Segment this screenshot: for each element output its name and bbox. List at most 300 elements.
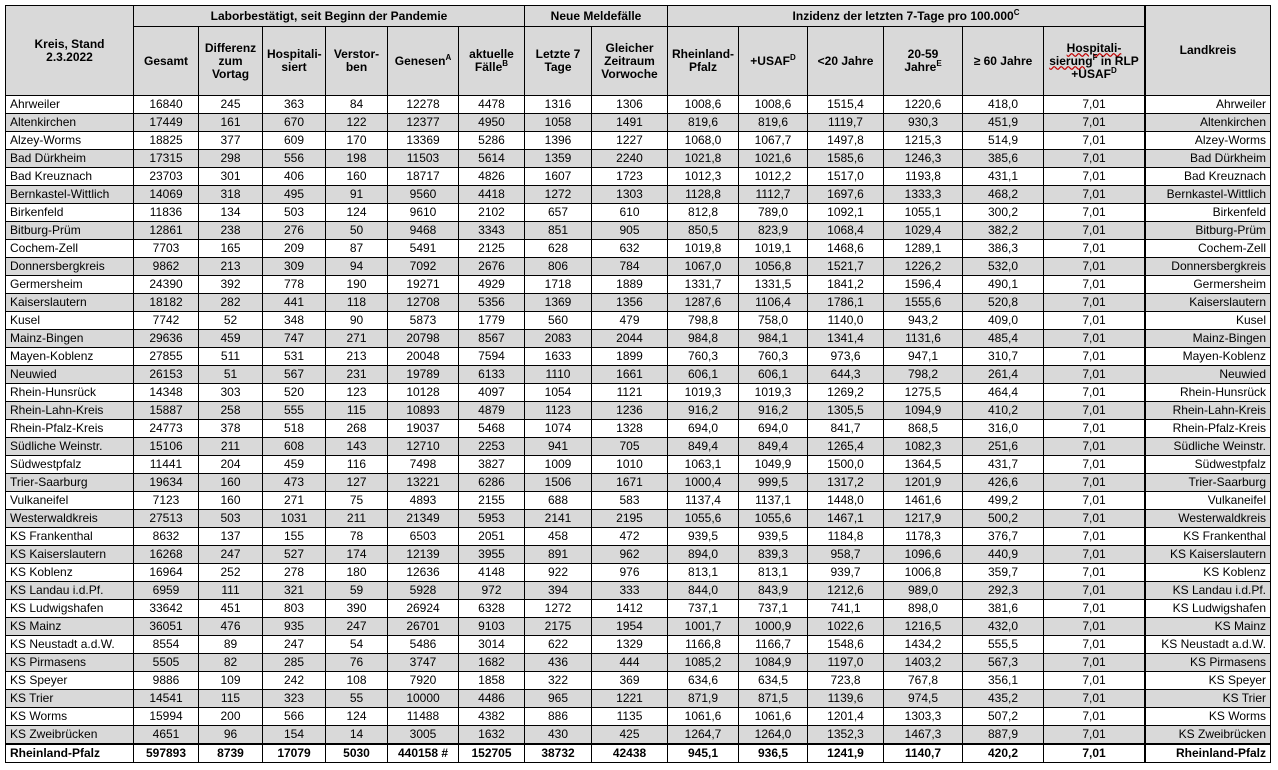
cell-hospitalisiert: 242 bbox=[263, 672, 326, 690]
table-row bbox=[6, 186, 1271, 204]
cell-ueber-60: 567,3 bbox=[963, 654, 1044, 672]
table-row bbox=[6, 258, 1271, 276]
cell-20-59: 1275,5 bbox=[884, 384, 963, 402]
cell-aktuelle-faelle: 1632 bbox=[459, 726, 525, 745]
cell-gesamt: 11441 bbox=[134, 456, 199, 474]
cell-differenz: 318 bbox=[199, 186, 263, 204]
cell-verstorben: 190 bbox=[326, 276, 388, 294]
cell-letzte-7-tage: 1009 bbox=[525, 456, 592, 474]
cell-landkreis: Birkenfeld bbox=[1146, 204, 1271, 222]
cell-unter-20: 1305,5 bbox=[808, 402, 884, 420]
cell-kreis: Cochem-Zell bbox=[6, 240, 134, 258]
cell-unter-20: 1184,8 bbox=[808, 528, 884, 546]
cell-20-59: 1596,4 bbox=[884, 276, 963, 294]
cell-differenz: 211 bbox=[199, 438, 263, 456]
cell-aktuelle-faelle: 4950 bbox=[459, 114, 525, 132]
cell-letzte-7-tage: 688 bbox=[525, 492, 592, 510]
table-row bbox=[6, 654, 1271, 672]
cell-kreis: KS Zweibrücken bbox=[6, 726, 134, 745]
cell-usaf: 1331,5 bbox=[739, 276, 808, 294]
cell-gleicher-zeitraum: 962 bbox=[592, 546, 668, 564]
header-group-neue-meldefaelle: Neue Meldefälle bbox=[525, 6, 668, 27]
cell-differenz: 451 bbox=[199, 600, 263, 618]
cell-gleicher-zeitraum: 1010 bbox=[592, 456, 668, 474]
cell-ueber-60: 500,2 bbox=[963, 510, 1044, 528]
cell-landkreis: KS Speyer bbox=[1146, 672, 1271, 690]
cell-hospitalisierung: 7,01 bbox=[1044, 708, 1145, 726]
cell-gesamt: 26153 bbox=[134, 366, 199, 384]
cell-aktuelle-faelle: 3014 bbox=[459, 636, 525, 654]
cell-landkreis: KS Landau i.d.Pf. bbox=[1146, 582, 1271, 600]
cell-differenz: 459 bbox=[199, 330, 263, 348]
header-unter-20: <20 Jahre bbox=[808, 27, 884, 96]
cell-genesen: 19037 bbox=[388, 420, 459, 438]
cell-letzte-7-tage: 1054 bbox=[525, 384, 592, 402]
cell-gesamt: 27513 bbox=[134, 510, 199, 528]
cell-20-59: 1467,3 bbox=[884, 726, 963, 745]
cell-usaf: 1067,7 bbox=[739, 132, 808, 150]
cell-gesamt: 14069 bbox=[134, 186, 199, 204]
cell-20-59: 1178,3 bbox=[884, 528, 963, 546]
cell-letzte-7-tage: 1074 bbox=[525, 420, 592, 438]
cell-landkreis: KS Kaiserslautern bbox=[1146, 546, 1271, 564]
cell-hospitalisiert: 803 bbox=[263, 600, 326, 618]
cell-gleicher-zeitraum: 1356 bbox=[592, 294, 668, 312]
cell-gesamt: 4651 bbox=[134, 726, 199, 745]
cell-verstorben: 124 bbox=[326, 708, 388, 726]
cell-unter-20: 1497,8 bbox=[808, 132, 884, 150]
cell-rlp: 1012,3 bbox=[668, 168, 739, 186]
cell-20-59: 1140,7 bbox=[884, 744, 963, 763]
cell-usaf: 936,5 bbox=[739, 744, 808, 763]
cell-hospitalisierung: 7,01 bbox=[1044, 402, 1145, 420]
cell-landkreis: Rhein-Lahn-Kreis bbox=[1146, 402, 1271, 420]
header-letzte-7-tage: Letzte 7 Tage bbox=[525, 27, 592, 96]
cell-unter-20: 1786,1 bbox=[808, 294, 884, 312]
cell-ueber-60: 420,2 bbox=[963, 744, 1044, 763]
cell-usaf: 813,1 bbox=[739, 564, 808, 582]
cell-verstorben: 90 bbox=[326, 312, 388, 330]
cell-verstorben: 211 bbox=[326, 510, 388, 528]
cell-unter-20: 1521,7 bbox=[808, 258, 884, 276]
cell-genesen: 5873 bbox=[388, 312, 459, 330]
table-row bbox=[6, 636, 1271, 654]
cell-landkreis: Cochem-Zell bbox=[1146, 240, 1271, 258]
cell-usaf: 871,5 bbox=[739, 690, 808, 708]
cell-kreis: KS Kaiserslautern bbox=[6, 546, 134, 564]
cell-differenz: 511 bbox=[199, 348, 263, 366]
header-genesen: Genesen$^A$ bbox=[388, 27, 459, 96]
table-row bbox=[6, 114, 1271, 132]
cell-unter-20: 973,6 bbox=[808, 348, 884, 366]
cell-unter-20: 1500,0 bbox=[808, 456, 884, 474]
header-hospitalisierung: Hospitali-sierung$^F$ in RLP $+USAF^D$ bbox=[1044, 27, 1145, 96]
cell-kreis: Bad Kreuznach bbox=[6, 168, 134, 186]
table-row bbox=[6, 726, 1271, 745]
table-body bbox=[6, 96, 1271, 763]
cell-gleicher-zeitraum: 976 bbox=[592, 564, 668, 582]
cell-hospitalisiert: 271 bbox=[263, 492, 326, 510]
cell-verstorben: 271 bbox=[326, 330, 388, 348]
cell-aktuelle-faelle: 5356 bbox=[459, 294, 525, 312]
table-row bbox=[6, 618, 1271, 636]
cell-rlp: 844,0 bbox=[668, 582, 739, 600]
table-row bbox=[6, 312, 1271, 330]
cell-differenz: 252 bbox=[199, 564, 263, 582]
cell-hospitalisiert: 935 bbox=[263, 618, 326, 636]
cell-landkreis: Rhein-Hunsrück bbox=[1146, 384, 1271, 402]
cell-20-59: 947,1 bbox=[884, 348, 963, 366]
cell-differenz: 8739 bbox=[199, 744, 263, 763]
cell-differenz: 503 bbox=[199, 510, 263, 528]
cell-letzte-7-tage: 436 bbox=[525, 654, 592, 672]
cell-ueber-60: 432,0 bbox=[963, 618, 1044, 636]
cell-verstorben: 116 bbox=[326, 456, 388, 474]
cell-usaf: 939,5 bbox=[739, 528, 808, 546]
table-row bbox=[6, 276, 1271, 294]
table-row bbox=[6, 294, 1271, 312]
cell-gleicher-zeitraum: 632 bbox=[592, 240, 668, 258]
cell-aktuelle-faelle: 2676 bbox=[459, 258, 525, 276]
cell-genesen: 13221 bbox=[388, 474, 459, 492]
cell-letzte-7-tage: 891 bbox=[525, 546, 592, 564]
cell-gesamt: 8632 bbox=[134, 528, 199, 546]
header-kreis: Kreis, Stand 2.3.2022 bbox=[6, 6, 134, 96]
cell-genesen: 9560 bbox=[388, 186, 459, 204]
cell-differenz: 377 bbox=[199, 132, 263, 150]
cell-kreis: Bad Dürkheim bbox=[6, 150, 134, 168]
cell-unter-20: 1201,4 bbox=[808, 708, 884, 726]
cell-unter-20: 1212,6 bbox=[808, 582, 884, 600]
cell-genesen: 26924 bbox=[388, 600, 459, 618]
table-row bbox=[6, 600, 1271, 618]
cell-hospitalisierung: 7,01 bbox=[1044, 744, 1145, 763]
cell-gesamt: 17449 bbox=[134, 114, 199, 132]
cell-gleicher-zeitraum: 1671 bbox=[592, 474, 668, 492]
cell-genesen: 5486 bbox=[388, 636, 459, 654]
cell-verstorben: 170 bbox=[326, 132, 388, 150]
cell-kreis: Mayen-Koblenz bbox=[6, 348, 134, 366]
cell-unter-20: 1197,0 bbox=[808, 654, 884, 672]
cell-landkreis: Neuwied bbox=[1146, 366, 1271, 384]
cell-landkreis: Westerwaldkreis bbox=[1146, 510, 1271, 528]
cell-landkreis: KS Pirmasens bbox=[1146, 654, 1271, 672]
cell-gesamt: 9886 bbox=[134, 672, 199, 690]
cell-usaf: 916,2 bbox=[739, 402, 808, 420]
cell-usaf: 819,6 bbox=[739, 114, 808, 132]
cell-gleicher-zeitraum: 610 bbox=[592, 204, 668, 222]
cell-gleicher-zeitraum: 705 bbox=[592, 438, 668, 456]
cell-differenz: 303 bbox=[199, 384, 263, 402]
cell-kreis: Trier-Saarburg bbox=[6, 474, 134, 492]
cell-kreis: Bitburg-Prüm bbox=[6, 222, 134, 240]
cell-gleicher-zeitraum: 1328 bbox=[592, 420, 668, 438]
cell-20-59: 1096,6 bbox=[884, 546, 963, 564]
cell-gleicher-zeitraum: 1491 bbox=[592, 114, 668, 132]
cell-hospitalisiert: 778 bbox=[263, 276, 326, 294]
table-row bbox=[6, 150, 1271, 168]
cell-aktuelle-faelle: 4879 bbox=[459, 402, 525, 420]
cell-hospitalisiert: 309 bbox=[263, 258, 326, 276]
cell-genesen: 12377 bbox=[388, 114, 459, 132]
cell-kreis: Neuwied bbox=[6, 366, 134, 384]
cell-kreis: Rheinland-Pfalz bbox=[6, 744, 134, 763]
cell-20-59: 1082,3 bbox=[884, 438, 963, 456]
cell-ueber-60: 555,5 bbox=[963, 636, 1044, 654]
cell-hospitalisierung: 7,01 bbox=[1044, 600, 1145, 618]
cell-letzte-7-tage: 1272 bbox=[525, 186, 592, 204]
cell-landkreis: Mayen-Koblenz bbox=[1146, 348, 1271, 366]
cell-gleicher-zeitraum: 1306 bbox=[592, 96, 668, 114]
cell-unter-20: 1467,1 bbox=[808, 510, 884, 528]
cell-genesen: 4893 bbox=[388, 492, 459, 510]
cell-ueber-60: 386,3 bbox=[963, 240, 1044, 258]
cell-hospitalisierung: 7,01 bbox=[1044, 564, 1145, 582]
cell-kreis: Rhein-Pfalz-Kreis bbox=[6, 420, 134, 438]
cell-gesamt: 36051 bbox=[134, 618, 199, 636]
cell-rlp: 945,1 bbox=[668, 744, 739, 763]
cell-hospitalisiert: 670 bbox=[263, 114, 326, 132]
cell-landkreis: Bad Dürkheim bbox=[1146, 150, 1271, 168]
cell-aktuelle-faelle: 4382 bbox=[459, 708, 525, 726]
table-row bbox=[6, 690, 1271, 708]
cell-aktuelle-faelle: 2125 bbox=[459, 240, 525, 258]
cell-verstorben: 115 bbox=[326, 402, 388, 420]
cell-aktuelle-faelle: 9103 bbox=[459, 618, 525, 636]
cell-usaf: 1055,6 bbox=[739, 510, 808, 528]
cell-verstorben: 122 bbox=[326, 114, 388, 132]
cell-differenz: 392 bbox=[199, 276, 263, 294]
cell-letzte-7-tage: 560 bbox=[525, 312, 592, 330]
cell-letzte-7-tage: 922 bbox=[525, 564, 592, 582]
cell-rlp: 1063,1 bbox=[668, 456, 739, 474]
cell-aktuelle-faelle: 2102 bbox=[459, 204, 525, 222]
cell-landkreis: KS Neustadt a.d.W. bbox=[1146, 636, 1271, 654]
cell-verstorben: 5030 bbox=[326, 744, 388, 763]
cell-kreis: KS Frankenthal bbox=[6, 528, 134, 546]
cell-gleicher-zeitraum: 1661 bbox=[592, 366, 668, 384]
cell-hospitalisierung: 7,01 bbox=[1044, 276, 1145, 294]
cell-hospitalisiert: 278 bbox=[263, 564, 326, 582]
table-row bbox=[6, 402, 1271, 420]
cell-ueber-60: 409,0 bbox=[963, 312, 1044, 330]
cell-20-59: 1364,5 bbox=[884, 456, 963, 474]
cell-genesen: 18717 bbox=[388, 168, 459, 186]
cell-usaf: 634,5 bbox=[739, 672, 808, 690]
cell-ueber-60: 440,9 bbox=[963, 546, 1044, 564]
cell-unter-20: 1697,6 bbox=[808, 186, 884, 204]
cell-aktuelle-faelle: 152705 bbox=[459, 744, 525, 763]
cell-letzte-7-tage: 458 bbox=[525, 528, 592, 546]
table-row bbox=[6, 564, 1271, 582]
cell-gleicher-zeitraum: 583 bbox=[592, 492, 668, 510]
cell-genesen: 12278 bbox=[388, 96, 459, 114]
cell-verstorben: 143 bbox=[326, 438, 388, 456]
cell-ueber-60: 356,1 bbox=[963, 672, 1044, 690]
cell-usaf: 1264,0 bbox=[739, 726, 808, 745]
cell-gesamt: 15994 bbox=[134, 708, 199, 726]
cell-rlp: 1067,0 bbox=[668, 258, 739, 276]
cell-gleicher-zeitraum: 1221 bbox=[592, 690, 668, 708]
cell-genesen: 7092 bbox=[388, 258, 459, 276]
cell-aktuelle-faelle: 972 bbox=[459, 582, 525, 600]
cell-aktuelle-faelle: 4097 bbox=[459, 384, 525, 402]
cell-hospitalisierung: 7,01 bbox=[1044, 312, 1145, 330]
cell-landkreis: Vulkaneifel bbox=[1146, 492, 1271, 510]
cell-ueber-60: 292,3 bbox=[963, 582, 1044, 600]
cell-letzte-7-tage: 628 bbox=[525, 240, 592, 258]
cell-hospitalisiert: 459 bbox=[263, 456, 326, 474]
cell-hospitalisierung: 7,01 bbox=[1044, 168, 1145, 186]
cell-kreis: Rhein-Lahn-Kreis bbox=[6, 402, 134, 420]
cell-gesamt: 15106 bbox=[134, 438, 199, 456]
cell-hospitalisierung: 7,01 bbox=[1044, 546, 1145, 564]
cell-usaf: 694,0 bbox=[739, 420, 808, 438]
cell-rlp: 916,2 bbox=[668, 402, 739, 420]
cell-hospitalisiert: 495 bbox=[263, 186, 326, 204]
cell-hospitalisierung: 7,01 bbox=[1044, 114, 1145, 132]
cell-differenz: 137 bbox=[199, 528, 263, 546]
cell-gesamt: 24390 bbox=[134, 276, 199, 294]
cell-unter-20: 1448,0 bbox=[808, 492, 884, 510]
cell-20-59: 974,5 bbox=[884, 690, 963, 708]
cell-differenz: 111 bbox=[199, 582, 263, 600]
cell-gesamt: 8554 bbox=[134, 636, 199, 654]
cell-gesamt: 16268 bbox=[134, 546, 199, 564]
cell-rlp: 1019,3 bbox=[668, 384, 739, 402]
cell-verstorben: 268 bbox=[326, 420, 388, 438]
cell-unter-20: 1468,6 bbox=[808, 240, 884, 258]
cell-unter-20: 741,1 bbox=[808, 600, 884, 618]
cell-usaf: 1166,7 bbox=[739, 636, 808, 654]
cell-landkreis: Altenkirchen bbox=[1146, 114, 1271, 132]
cell-gleicher-zeitraum: 2240 bbox=[592, 150, 668, 168]
cell-letzte-7-tage: 657 bbox=[525, 204, 592, 222]
cell-unter-20: 1352,3 bbox=[808, 726, 884, 745]
cell-rlp: 798,8 bbox=[668, 312, 739, 330]
cell-gesamt: 33642 bbox=[134, 600, 199, 618]
cell-gesamt: 11836 bbox=[134, 204, 199, 222]
cell-usaf: 1012,2 bbox=[739, 168, 808, 186]
cell-hospitalisierung: 7,01 bbox=[1044, 132, 1145, 150]
cell-ueber-60: 300,2 bbox=[963, 204, 1044, 222]
cell-unter-20: 1269,2 bbox=[808, 384, 884, 402]
cell-rlp: 1061,6 bbox=[668, 708, 739, 726]
cell-gleicher-zeitraum: 425 bbox=[592, 726, 668, 745]
cell-gleicher-zeitraum: 369 bbox=[592, 672, 668, 690]
cell-letzte-7-tage: 1272 bbox=[525, 600, 592, 618]
cell-20-59: 1201,9 bbox=[884, 474, 963, 492]
cell-gesamt: 7123 bbox=[134, 492, 199, 510]
cell-gesamt: 27855 bbox=[134, 348, 199, 366]
cell-verstorben: 59 bbox=[326, 582, 388, 600]
cell-differenz: 301 bbox=[199, 168, 263, 186]
cell-ueber-60: 431,1 bbox=[963, 168, 1044, 186]
cell-kreis: KS Speyer bbox=[6, 672, 134, 690]
cell-20-59: 1303,3 bbox=[884, 708, 963, 726]
cell-20-59: 898,0 bbox=[884, 600, 963, 618]
cell-hospitalisiert: 247 bbox=[263, 636, 326, 654]
cell-20-59: 1131,6 bbox=[884, 330, 963, 348]
covid-table bbox=[5, 5, 1271, 763]
cell-hospitalisiert: 348 bbox=[263, 312, 326, 330]
cell-gleicher-zeitraum: 333 bbox=[592, 582, 668, 600]
cell-verstorben: 76 bbox=[326, 654, 388, 672]
cell-aktuelle-faelle: 4418 bbox=[459, 186, 525, 204]
cell-20-59: 1055,1 bbox=[884, 204, 963, 222]
cell-differenz: 160 bbox=[199, 492, 263, 510]
cell-usaf: 1112,7 bbox=[739, 186, 808, 204]
total-row bbox=[6, 744, 1271, 763]
cell-gleicher-zeitraum: 479 bbox=[592, 312, 668, 330]
cell-hospitalisiert: 531 bbox=[263, 348, 326, 366]
header-aktuelle-faelle: aktuelle Fälle$^B$ bbox=[459, 27, 525, 96]
cell-letzte-7-tage: 1369 bbox=[525, 294, 592, 312]
cell-landkreis: Rheinland-Pfalz bbox=[1146, 744, 1271, 763]
cell-ueber-60: 316,0 bbox=[963, 420, 1044, 438]
cell-20-59: 1217,9 bbox=[884, 510, 963, 528]
cell-kreis: Ahrweiler bbox=[6, 96, 134, 114]
cell-kreis: KS Trier bbox=[6, 690, 134, 708]
cell-20-59: 868,5 bbox=[884, 420, 963, 438]
cell-kreis: Birkenfeld bbox=[6, 204, 134, 222]
cell-aktuelle-faelle: 5286 bbox=[459, 132, 525, 150]
cell-hospitalisiert: 17079 bbox=[263, 744, 326, 763]
cell-hospitalisierung: 7,01 bbox=[1044, 96, 1145, 114]
cell-unter-20: 1341,4 bbox=[808, 330, 884, 348]
cell-landkreis: KS Ludwigshafen bbox=[1146, 600, 1271, 618]
cell-gleicher-zeitraum: 784 bbox=[592, 258, 668, 276]
header-hospitalisiert: Hospitali-siert bbox=[263, 27, 326, 96]
cell-gleicher-zeitraum: 1954 bbox=[592, 618, 668, 636]
cell-20-59: 1029,4 bbox=[884, 222, 963, 240]
cell-aktuelle-faelle: 3343 bbox=[459, 222, 525, 240]
cell-aktuelle-faelle: 1779 bbox=[459, 312, 525, 330]
cell-kreis: KS Neustadt a.d.W. bbox=[6, 636, 134, 654]
cell-usaf: 849,4 bbox=[739, 438, 808, 456]
table-row bbox=[6, 240, 1271, 258]
cell-20-59: 1220,6 bbox=[884, 96, 963, 114]
cell-differenz: 238 bbox=[199, 222, 263, 240]
cell-hospitalisierung: 7,01 bbox=[1044, 240, 1145, 258]
cell-verstorben: 160 bbox=[326, 168, 388, 186]
table-row bbox=[6, 420, 1271, 438]
cell-genesen: 20048 bbox=[388, 348, 459, 366]
cell-ueber-60: 507,2 bbox=[963, 708, 1044, 726]
cell-kreis: Altenkirchen bbox=[6, 114, 134, 132]
cell-landkreis: Bad Kreuznach bbox=[1146, 168, 1271, 186]
cell-ueber-60: 520,8 bbox=[963, 294, 1044, 312]
cell-gleicher-zeitraum: 1889 bbox=[592, 276, 668, 294]
header-verstorben: Verstor-ben bbox=[326, 27, 388, 96]
cell-differenz: 51 bbox=[199, 366, 263, 384]
cell-landkreis: Bitburg-Prüm bbox=[1146, 222, 1271, 240]
cell-hospitalisiert: 473 bbox=[263, 474, 326, 492]
cell-20-59: 943,2 bbox=[884, 312, 963, 330]
cell-gesamt: 6959 bbox=[134, 582, 199, 600]
cell-ueber-60: 451,9 bbox=[963, 114, 1044, 132]
cell-usaf: 1084,9 bbox=[739, 654, 808, 672]
cell-aktuelle-faelle: 1858 bbox=[459, 672, 525, 690]
cell-hospitalisierung: 7,01 bbox=[1044, 726, 1145, 745]
cell-landkreis: Kusel bbox=[1146, 312, 1271, 330]
cell-gleicher-zeitraum: 1236 bbox=[592, 402, 668, 420]
cell-verstorben: 84 bbox=[326, 96, 388, 114]
cell-aktuelle-faelle: 5614 bbox=[459, 150, 525, 168]
cell-letzte-7-tage: 1396 bbox=[525, 132, 592, 150]
cell-genesen: 19271 bbox=[388, 276, 459, 294]
cell-rlp: 1068,0 bbox=[668, 132, 739, 150]
